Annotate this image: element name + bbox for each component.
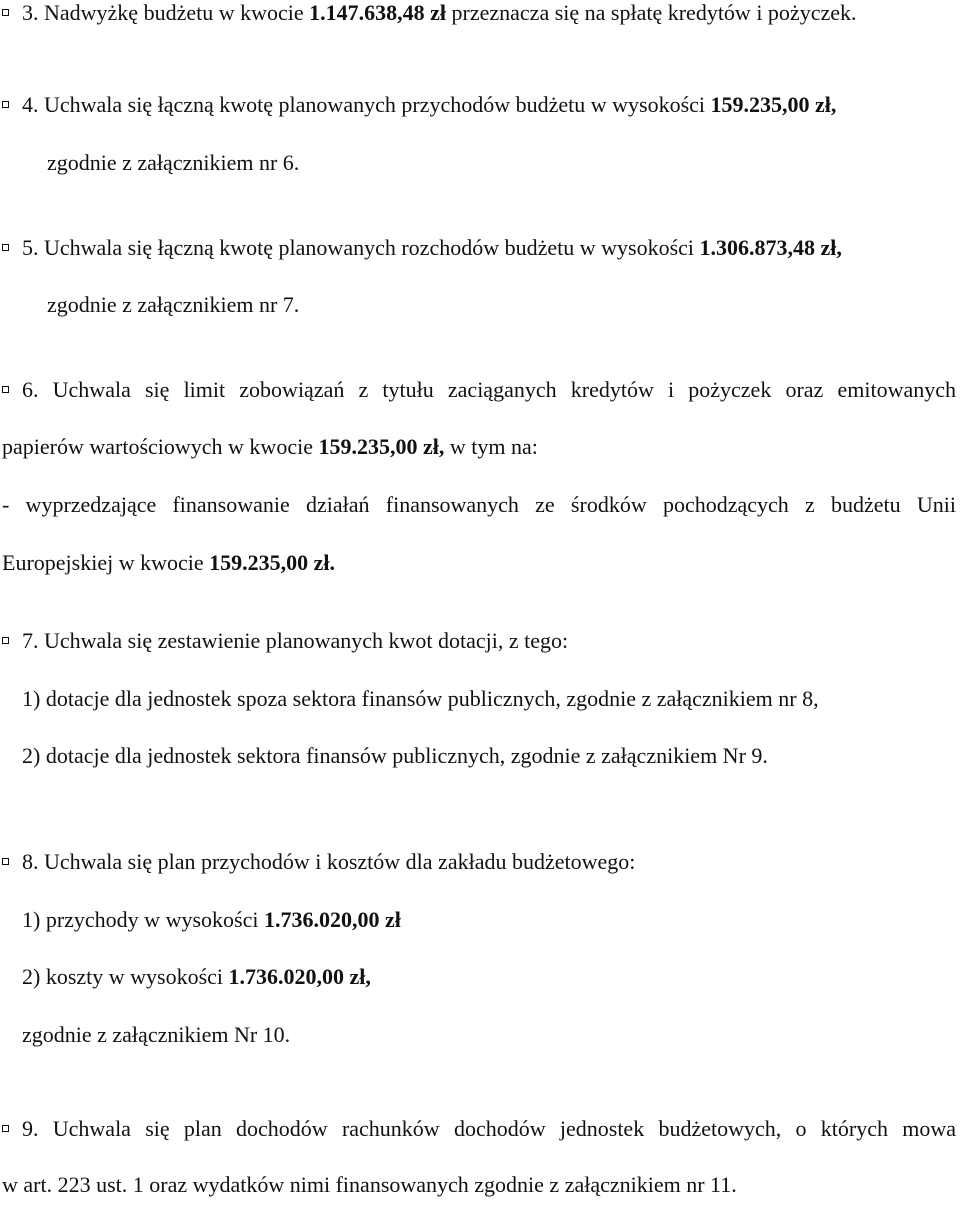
bullet-icon <box>2 386 9 393</box>
bullet-icon <box>2 858 9 865</box>
bullet-icon <box>2 244 9 251</box>
item-5-line-1: 5. Uchwala się łączną kwotę planowanych rozchodów budżetu w wysokości 1.306.873,48 zł, <box>22 235 842 260</box>
item-7-line-1: 7. Uchwala się zestawienie planowanych kwot dotacji, z tego: <box>22 628 569 653</box>
bullet-icon <box>2 1125 9 1132</box>
item-8-line-3: 2) koszty w wysokości 1.736.020,00 zł, <box>22 964 371 989</box>
item-7-line-3: 2) dotacje dla jednostek sektora finansów publicznych, zgodnie z załącznikiem Nr 9. <box>22 743 768 768</box>
item-6-line-3: - wyprzedzające finansowanie działań finansowanych ze środków pochodzących z budżetu Unii <box>2 492 956 517</box>
item-3-line-1: 3. Nadwyżkę budżetu w kwocie 1.147.638,48 zł przeznacza się na spłatę kredytów i pożyczek. <box>22 0 857 25</box>
bullet-icon <box>2 101 9 108</box>
item-number: 3. <box>22 0 39 25</box>
item-number: 6. <box>22 377 39 402</box>
item-number: 8. <box>22 849 39 874</box>
item-number: 4. <box>22 92 39 117</box>
item-7-line-2: 1) dotacje dla jednostek spoza sektora finansów publicznych, zgodnie z załącznikiem nr 8, <box>22 686 819 711</box>
bullet-icon <box>2 637 9 644</box>
item-5-line-2: zgodnie z załącznikiem nr 7. <box>47 292 300 317</box>
item-9-line-1: 9. Uchwala się plan dochodów rachunków dochodów jednostek budżetowych, o których mowa <box>22 1116 956 1141</box>
item-6-line-2: papierów wartościowych w kwocie 159.235,00 zł, w tym na: <box>2 434 538 459</box>
item-9-line-2: w art. 223 ust. 1 oraz wydatków nimi finansowanych zgodnie z załącznikiem nr 11. <box>2 1172 737 1197</box>
item-4-line-1: 4. Uchwala się łączną kwotę planowanych przychodów budżetu w wysokości 159.235,00 zł, <box>22 92 837 117</box>
item-8-line-1: 8. Uchwala się plan przychodów i kosztów dla zakładu budżetowego: <box>22 849 636 874</box>
item-6-line-1: 6. Uchwala się limit zobowiązań z tytułu zaciąganych kredytów i pożyczek oraz emitowanych <box>22 377 956 402</box>
item-8-line-4: zgodnie z załącznikiem Nr 10. <box>22 1022 291 1047</box>
item-6-line-4: Europejskiej w kwocie 159.235,00 zł. <box>2 550 335 575</box>
item-8-line-2: 1) przychody w wysokości 1.736.020,00 zł <box>22 907 401 932</box>
item-number: 9. <box>22 1116 39 1141</box>
item-4-line-2: zgodnie z załącznikiem nr 6. <box>47 150 300 175</box>
bullet-icon <box>2 9 9 16</box>
item-number: 7. <box>22 628 39 653</box>
item-number: 5. <box>22 235 39 260</box>
